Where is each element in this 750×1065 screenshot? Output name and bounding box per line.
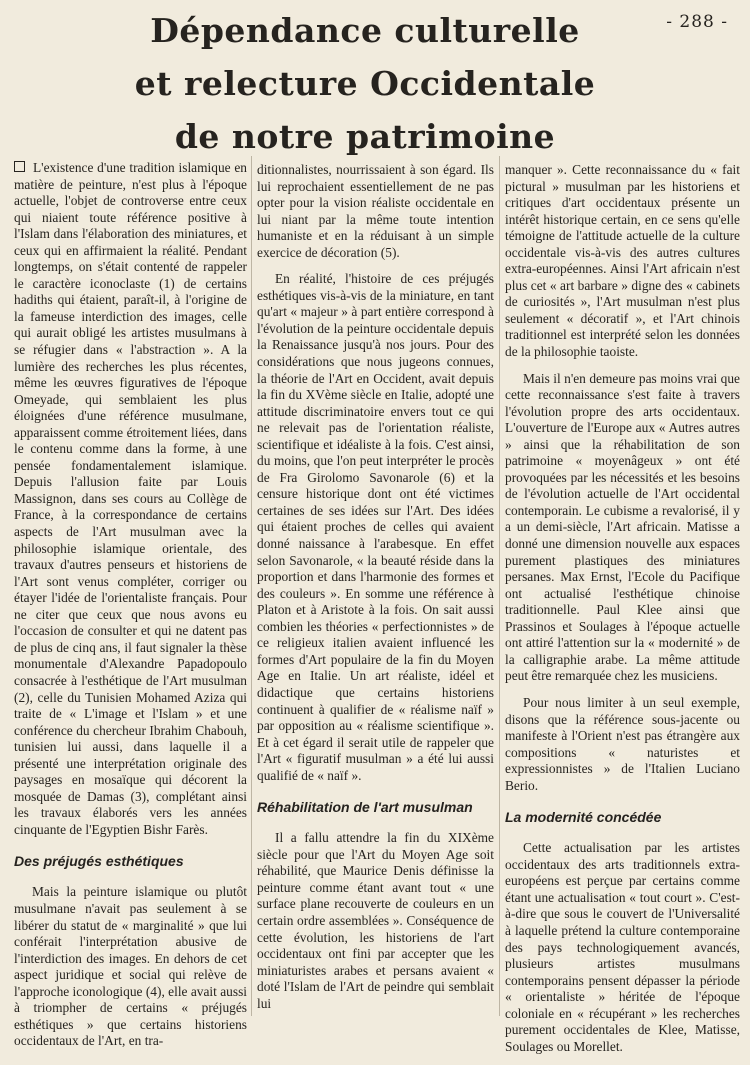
headline-line-3: de notre patrimoine: [174, 117, 556, 156]
section-heading: Des préjugés esthétiques: [14, 853, 184, 870]
page-number: - 288 -: [666, 12, 728, 32]
article-paragraph: Il a fallu attendre la fin du XIXème siècle pour que l'Art du Moyen Age soit réhabilité, que Maurice Denis définisse la peinture comme étant avant tout « une surface plane recouverte de couleurs en un certain ordre assemblées ». Conséquence de cette évolution, les historiens de l'art occidentaux ont fini par accepter que les miniaturistes arabes et persans avaient « doté l'Islam de l'Art de peindre qui semblait lui: [257, 830, 494, 1011]
section-heading: Réhabilitation de l'art musulman: [257, 799, 473, 816]
article-column-3: [505, 162, 740, 1065]
paragraph-text: L'existence d'une tradition islamique en matière de peinture, n'est plus à l'époque actuelle, l'objet de controverse entre ceux qui niaient toute référence positive à l'Islam dans l'élaboration des miniatures, et ceux qui en affirmaient la réalité. Pendant longtemps, on s'était contenté de rappeler le caractère iconoclaste (1) de certains hadiths qui étaient, paraît-il, à l'origine de la fameuse interdiction des images, celle qui aurait obligé les artistes musulmans à se réfugier dans « l'abstraction ». A la lumière des recherches les plus récentes, même les œuvres figuratives de l'époque Omeyade, qui semblaient les plus éloignées d'une référence musulmane, apparaissent comme étroitement liées, dans le contenu comme dans la forme, à une pensée fondamentalement islamique. Depuis l'allusion faite par Louis Massignon, dans ses cours au Collège de France, à la correspondance de certains aspects de l'Art musulman avec la philosophie islamique orientale, des travaux d'autres penseurs et historiens de l'Art sont venus compléter, corriger ou étayer l'idée de l'orientaliste français. Pour ne citer que ceux que nous avons eu l'occasion de consulter et qui ne datent pas de plus de cinq ans, il faut signaler la thèse monumentale d'Alexandre Papadopoulo consacrée à l'esthétique de l'Art musulman (2), celle du Tunisien Mohamed Aziza qui traite de « L'image et l'Islam » et une conférence du chercheur Ibrahim Chabouh, tunisien lui aussi, dans laquelle il a présenté une interprétation originale des paysages en mosaïque qui décorent la mosquée de Damas (3), complétant ainsi les travaux élaborés vers les années cinquante de l'Egyptien Bishr Farès.: [14, 160, 247, 837]
article-paragraph: Pour nous limiter à un seul exemple, disons que la référence sous-jacente ou manifeste à l'Orient n'est pas étrangère aux compositions « naturistes et expressionnistes » de l'Italien Luciano Berio.: [505, 694, 740, 793]
article-paragraph: [14, 160, 247, 838]
article-paragraph: En réalité, l'histoire de ces préjugés esthétiques vis-à-vis de la miniature, en tant qu'art « majeur » à part entière correspond à l'évolution de la peinture occidentale depuis la Renaissance jusqu'à nos jours. Pour des considérations que nous jugeons connues, la théorie de l'Art en Occident, avait depuis la fin du XVème siècle en Italie, adopté une attitude discriminatoire envers tout ce qui ne relevait pas de l'orientation réaliste, scientifique et idéaliste à la fois. C'est ainsi, du moins, que l'on peut interpréter le procès de Fra Girolomo Savonarole (6) et la censure historique dont ont été victimes certaines de ses idées sur l'Art. Des idées qui étaient proches de celles qui avaient donné naissance à l'arabesque. En effet selon Savonarole, « la beauté réside dans la proportion et dans l'harmonie des formes et des couleurs ». En somme une référence à Platon et à Aristote à la fois. On sait aussi combien les théories « perfectionnistes » de ce religieux italien avaient influencé les formes d'Art populaire de la fin du Moyen Age en Italie. Un art réaliste, idéel et didactique que certains historiens continuent à qualifier de « réalisme naïf » par opposition au « réalisme scientifique ». Et à cet égard il serait utile de rappeler que l'Art « figuratif musulman » a été lui aussi qualifié de « naïf ».: [257, 271, 494, 783]
headline-line-1: Dépendance culturelle: [150, 11, 580, 50]
article-paragraph: manquer ». Cette reconnaissance du « fait pictural » musulman par les historiens et critiques d'art occidentaux présente un intérêt historique certain, en ce sens qu'elle témoigne de l'attitude actuelle de la culture occidentale vis-à-vis des autres cultures extra-européennes. Ainsi l'Art africain n'est plus cet « art barbare » digne des « cabinets de curiosités », l'Art musulman n'est plus seulement « décoratif », et l'Art chinois traditionnel est interprété selon les données de la philosophie taoiste.: [505, 162, 740, 360]
article-paragraph: Cette actualisation par les artistes occidentaux des arts traditionnels extra-européens est perçue par certains comme étant une actualisation « tout court ». C'est-à-dire que sous le couvert de l'Universalité à laquelle prétend la culture contemporaine des pays technologiquement avancés, plusieurs artistes musulmans contemporains pensent dépasser la période « orientaliste » héritée de l'époque coloniale en « récupérant » les recherches purement occidentales de Klee, Matisse, Soulages ou Morellet.: [505, 840, 740, 1054]
section-heading: La modernité concédée: [505, 809, 662, 826]
article-headline: [100, 4, 630, 163]
headline-line-2: et relecture Occidentale: [134, 64, 596, 103]
column-divider: [251, 156, 252, 1016]
article-paragraph: Mais il n'en demeure pas moins vrai que cette reconnaissance s'est faite à travers l'évolution propre des arts occidentaux. L'ouverture de l'Europe aux « Autres autres » ainsi que la réhabilitation de son patrimoine « moyenâgeux » ont été provoquées par les nécessités et les besoins de l'évolution actuelle de l'Art occidental contemporain. Le cubisme a revalorisé, il y a un demi-siècle, l'Art africain. Matisse a donné une dimension nouvelle aux espaces purement plastiques des miniatures persanes. Max Ernst, l'Ecole du Pacifique ont actualisé l'esthétique chinoise traditionnelle. Paul Klee ainsi que Prassinos et Soulages à l'époque actuelle ont attiré l'attention sur la « modernité » de la calligraphie arabe. La même attitude peut être remarquée chez les musiciens.: [505, 370, 740, 684]
article-column-2: [257, 162, 494, 1022]
article-paragraph: ditionnalistes, nourrissaient à son égard. Ils lui reprochaient essentiellement de ne pas opter pour la vision réaliste occidentale en lui niant par la même toute intention humaniste et en la réduisant à un simple exercice de décoration (5).: [257, 162, 494, 260]
article-column-1: [14, 160, 247, 1060]
column-divider: [499, 156, 500, 1016]
article-paragraph: Mais la peinture islamique ou plutôt musulmane n'avait pas seulement à se libérer du statut de « marginalité » que lui conférait l'interprétation abusive de l'interdiction des images. En dehors de cet aspect juridique et social qui relève de l'approche iconologique (4), elle avait aussi à triompher de certains « préjugés esthétiques » que certains historiens occidentaux de l'Art, en tra-: [14, 884, 247, 1049]
checkbox-square-icon: [14, 161, 25, 172]
